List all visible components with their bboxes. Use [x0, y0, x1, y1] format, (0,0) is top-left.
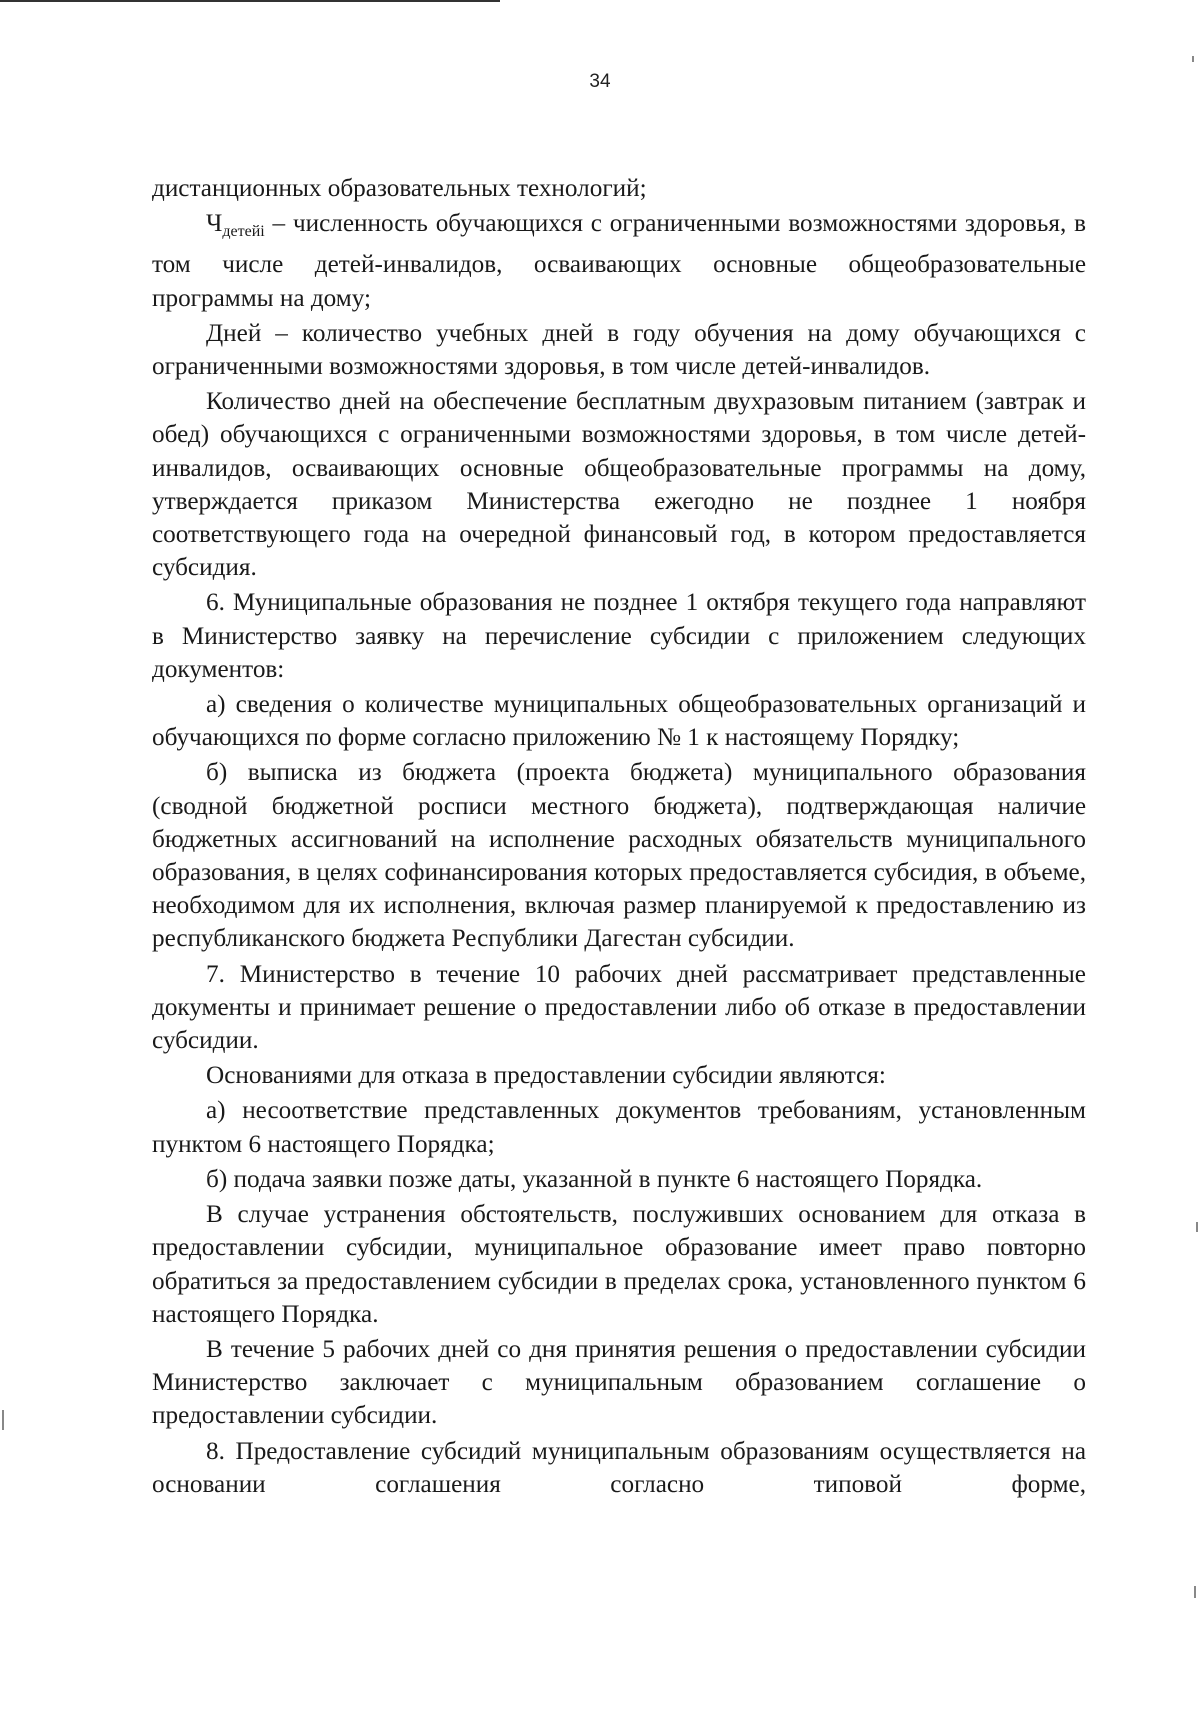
paragraph-meal-days: Количество дней на обеспечение бесплатным двухразовым питанием (завтрак и обед) обучающихся с ограниченными возможностями здоровья, в том числе детей-инвалидов, осваивающих основные общеобразовательные программы на дому, утверждается приказом Министерства ежегодно не позднее 1 ноября соответствующего года на очередной финансовый год, в котором предоставляется субсидия. [152, 388, 1086, 582]
paragraph-continuation: дистанционных образовательных технологий; [152, 175, 647, 202]
scan-edge-mark [2, 1410, 4, 1430]
paragraph-agreement: В течение 5 рабочих дней со дня принятия решения о предоставлении субсидии Министерство заключает с муниципальным образованием соглашение о предоставлении субсидии. [152, 1335, 1086, 1430]
scan-edge-mark [1194, 1586, 1196, 1598]
paragraph-clause-8: 8. Предоставление субсидий муниципальным образованиям осуществляется на основании соглашения согласно типовой форме, [152, 1437, 1086, 1498]
document-body [152, 172, 1086, 1503]
page-top-edge [0, 0, 500, 2]
paragraph-clause-6a: а) сведения о количестве муниципальных общеобразовательных организаций и обучающихся по форме согласно приложению № 1 к настоящему Порядку; [152, 691, 1086, 752]
paragraph-refusal-b: б) подача заявки позже даты, указанной в пункте 6 настоящего Порядка. [206, 1165, 983, 1193]
paragraph-refusal-a: а) несоответствие представленных документов требованиям, установленным пунктом 6 настоящего Порядка; [152, 1097, 1086, 1158]
scan-edge-mark [1196, 1222, 1198, 1232]
page-number: 34 [589, 71, 611, 92]
paragraph-refusal-grounds: Основаниями для отказа в предоставлении субсидии являются: [206, 1062, 886, 1090]
paragraph-reapply: В случае устранения обстоятельств, послуживших основанием для отказа в предоставлении субсидии, муниципальное образование имеет право повторно обратиться за предоставлением субсидии в пределах срока, установленного пунктом 6 настоящего Порядка. [152, 1201, 1086, 1328]
definition-text: – численность обучающихся с ограниченными возможностями здоровья, в том числе детей-инвалидов, осваивающих основные общеобразовательные программы на дому; [152, 210, 1086, 312]
paragraph-clause-6b: б) выписка из бюджета (проекта бюджета) муниципального образования (сводной бюджетной росписи местного бюджета), подтверждающая наличие бюджетных ассигнований на исполнение расходных обязательств муниципального образования, в целях софинансирования которых предоставляется субсидия, в объеме, необходимом для их исполнения, включая размер планируемой к предоставлению из республиканского бюджета Республики Дагестан субсидии. [152, 759, 1086, 953]
scan-edge-mark [1192, 56, 1194, 62]
formula-symbol: Ч [206, 210, 223, 238]
paragraph-clause-7: 7. Министерство в течение 10 рабочих дней рассматривает представленные документы и принимает решение о предоставлении либо об отказе в предоставлении субсидии. [152, 960, 1086, 1055]
formula-subscript: детейi [222, 223, 265, 241]
paragraph-clause-6: 6. Муниципальные образования не позднее 1 октября текущего года направляют в Министерство заявку на перечисление субсидии с приложением следующих документов: [152, 589, 1086, 683]
paragraph-definition-children-count [152, 207, 1086, 315]
paragraph-definition-days: Дней – количество учебных дней в году обучения на дому обучающихся с ограниченными возможностями здоровья, в том числе детей-инвалидов. [152, 319, 1086, 381]
